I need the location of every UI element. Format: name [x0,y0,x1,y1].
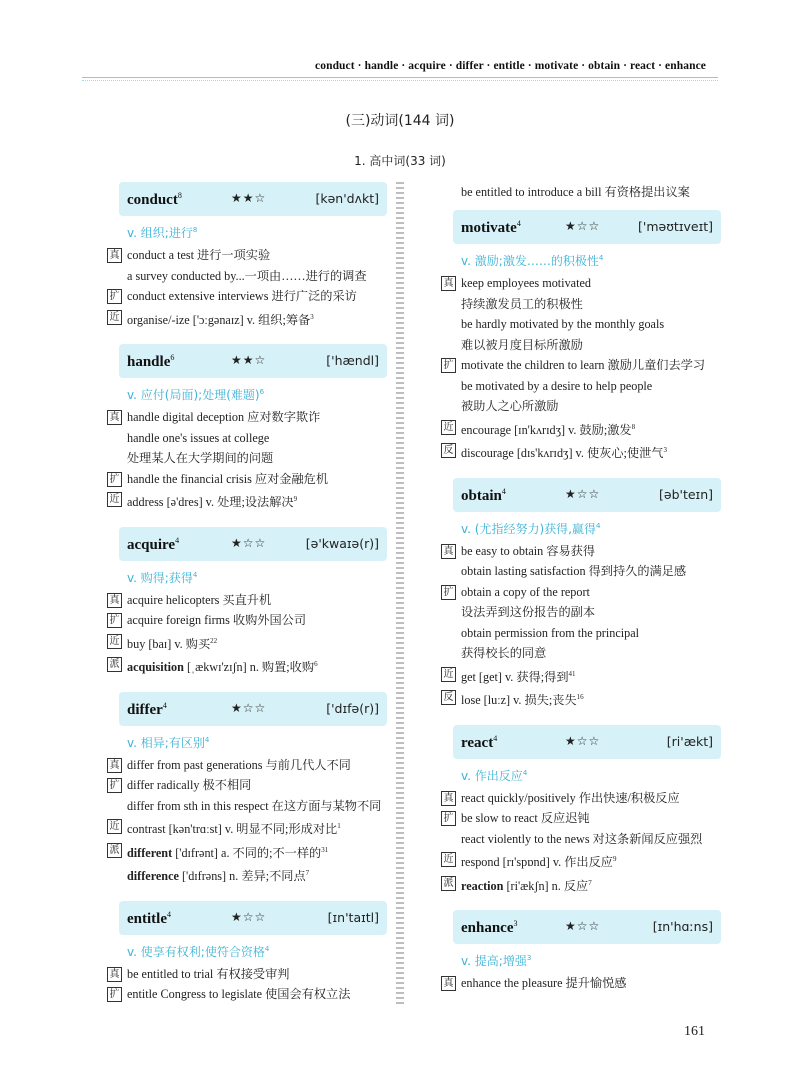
headword-frequency: 4 [162,700,167,710]
headword-frequency: 4 [493,733,498,743]
line-text: be entitled to trial 有权接受审判 [127,966,290,981]
example-line [441,314,731,335]
line-text: discourage [dɪs'kʌrɪdʒ] v. 使灰心;使泄气 [461,446,664,461]
line-frequency: 3 [663,446,667,455]
line-tag: 近 [441,852,456,867]
definition-frequency: 4 [522,768,528,777]
headword [127,353,174,371]
line-text: contrast [kən'trɑːst] v. 明显不同;形成对比 [127,822,338,837]
definition-frequency: 8 [192,226,198,234]
line-tag: 扩 [441,811,456,826]
definition-text: v. (尤指经努力)获得,赢得 [461,521,596,536]
column-divider [396,182,404,1007]
line-tag: 真 [441,276,456,291]
line-text: differ from sth in this respect 在这方面与某物不同 [127,798,382,813]
derived-word: acquisition [127,660,184,675]
example-line [107,590,397,611]
line-text: conduct extensive interviews 进行广泛的采访 [127,289,357,303]
definition-text: v. 激励;激发……的积极性 [461,254,599,268]
line-text: entitle Congress to legislate 使国会有权立法 [127,987,351,1002]
line-text: organise/-ize ['ɔːgənaɪz] v. 组织;筹备 [127,312,311,327]
headword-frequency: 4 [516,219,521,228]
example-line [107,631,397,655]
headword-text: enhance [461,920,514,937]
headword-box [453,725,721,759]
definition-text: v. 提高;增强 [461,954,527,969]
line-frequency: 41 [568,669,576,678]
vocab-entry [107,692,397,887]
example-line [107,489,397,513]
headword-text: differ [127,701,163,718]
line-tag: 扩 [107,987,122,1002]
line-text: handle one's issues at college [127,430,270,445]
line-text: react quickly/positively 作出快速/积极反应 [461,790,680,805]
example-line [441,376,731,397]
line-text: react violently to the news 对这条新闻反应强烈 [461,831,703,846]
definition [461,767,731,784]
example-line [441,973,731,994]
headword [461,487,506,505]
example-line [441,335,731,356]
headword-frequency: 4 [175,535,180,545]
line-text: handle digital deception 应对数字欺诈 [127,410,321,425]
example-line [441,396,731,417]
example-line [107,266,397,287]
derived-word: different [127,845,173,860]
phonetic: [əb'teɪn] [659,486,713,502]
example-line [441,687,731,711]
star-rating: ★☆☆ [231,909,267,924]
phonetic: ['məʊtɪveɪt] [638,219,713,234]
line-text: be easy to obtain 容易获得 [461,543,596,558]
example-line [441,582,731,603]
phonetic: ['dɪfə(r)] [326,700,379,716]
left-column [107,182,397,1019]
line-tag: 扩 [441,358,456,373]
line-text: encourage [ɪn'kʌrɪdʒ] v. 鼓励;激发 [461,422,632,437]
star-rating: ★★☆ [231,191,267,205]
headword-text: obtain [461,487,502,504]
line-frequency: 31 [321,845,329,854]
example-line [441,849,731,873]
phonetic: [kən'dʌkt] [315,191,379,206]
line-text: conduct a test 进行一项实验 [127,248,271,262]
line-tag: 真 [107,758,122,773]
line-frequency: 3 [310,312,314,321]
headword-frequency: 4 [166,909,171,919]
page-number: 161 [684,1024,705,1039]
line-text: 被助人之心所激励 [461,399,559,413]
line-tag: 真 [441,544,456,559]
vocab-entry [441,725,731,897]
line-text: respond [rɪ'spɒnd] v. 作出反应 [461,855,613,870]
line-tag: 真 [441,976,456,991]
line-frequency: 16 [576,693,584,702]
line-tag: 扩 [107,472,122,487]
example-line [441,541,731,562]
example-line [441,873,731,897]
line-text: 设法弄到这份报告的副本 [461,605,596,620]
line-text: lose [luːz] v. 损失;丧失 [461,693,577,708]
line-text: obtain lasting satisfaction 得到持久的满足感 [461,564,687,579]
definition [127,224,397,241]
example-line [441,643,731,664]
headword [461,919,518,937]
example-line [441,808,731,829]
line-tag: 近 [441,667,456,682]
example-line [441,440,731,464]
definition-frequency: 4 [264,944,270,953]
line-text: be hardly motivated by the monthly goals [461,317,665,331]
example-line [441,355,731,376]
example-line [441,417,731,441]
line-tag: 扩 [107,613,122,628]
line-tag: 真 [107,248,122,263]
headword-text: react [461,734,494,751]
right-column [441,182,731,1008]
star-rating: ★★☆ [231,353,267,368]
line-text: be motivated by a desire to help people [461,378,653,393]
definition [461,252,731,269]
headword [461,734,497,752]
line-text: ['dɪfrəns] n. 差异;不同点 [178,869,306,884]
definition [461,952,731,969]
line-tag: 真 [107,593,122,608]
line-text: 难以被月度目标所激励 [461,337,583,352]
line-tag: 反 [441,443,456,458]
example-line [441,561,731,582]
header-rule [82,77,718,78]
headword-frequency: 8 [177,191,182,200]
line-text: address [ə'dres] v. 处理;设法解决 [127,495,294,510]
example-line [107,469,397,490]
star-rating: ★☆☆ [565,733,601,748]
example-line [107,245,397,266]
example-line [107,428,397,449]
headword-box [119,182,387,216]
headword-box [119,344,387,378]
example-line [441,602,731,623]
derived-word: difference [127,869,179,884]
definition [461,520,731,537]
line-frequency: 1 [337,822,341,831]
headword-box [119,527,387,561]
phonetic: [ɪn'hɑːns] [652,919,713,935]
line-text: be slow to react 反应迟钝 [461,811,590,826]
definition [127,386,397,403]
headword-box [453,210,721,244]
line-text: differ from past generations 与前几代人不同 [127,757,351,772]
star-rating: ★☆☆ [231,700,267,715]
line-tag: 近 [107,819,122,834]
line-text: handle the financial crisis 应对金融危机 [127,471,329,486]
line-tag: 近 [107,634,122,649]
line-tag: 派 [107,843,122,858]
headword [127,191,182,209]
definition [127,569,397,586]
phonetic: [ə'kwaɪə(r)] [305,535,379,551]
line-text: ['dɪfrənt] a. 不同的;不一样的 [172,845,322,860]
headword [127,701,167,719]
headword-text: motivate [461,220,517,236]
line-tag: 扩 [107,778,122,793]
definition-frequency: 4 [598,254,604,262]
line-text: motivate the children to learn 激励儿童们去学习 [461,358,706,372]
definition-text: v. 应付(局面);处理(难题) [127,388,260,403]
headword [127,910,171,928]
example-line [441,664,731,688]
example-line [107,448,397,469]
line-text: buy [baɪ] v. 购买 [127,636,211,651]
vocab-entry [441,910,731,994]
headword-box [453,478,721,512]
example-line [107,863,397,887]
definition-frequency: 4 [595,521,601,530]
headword-frequency: 6 [170,353,175,363]
line-frequency: 22 [210,636,218,645]
line-frequency: 8 [631,422,636,431]
line-tag: 扩 [107,289,122,304]
line-text: obtain a copy of the report [461,584,590,599]
example-line [107,286,397,307]
definition-frequency: 6 [259,388,265,397]
headword [127,536,179,554]
line-text: 处理某人在大学期间的问题 [127,451,274,466]
example-line [107,407,397,428]
definition-text: v. 使享有权利;使符合资格 [127,944,265,959]
vocab-entry [107,901,397,1005]
line-tag: 近 [107,310,122,325]
line-text: differ radically 极不相同 [127,778,252,793]
line-tag: 近 [441,420,456,435]
line-text: 持续激发员工的积极性 [461,296,583,311]
line-tag: 反 [441,690,456,705]
headword [461,219,521,237]
example-line [107,796,397,817]
headword-frequency: 4 [501,486,506,496]
line-text: keep employees motivated [461,276,591,290]
example-line [441,623,731,644]
continued-line: be entitled to introduce a bill 有资格提出议案 [461,185,690,199]
definition-text: v. 作出反应 [461,768,523,783]
line-text: get [get] v. 获得;得到 [461,669,569,684]
vocab-entry [107,527,397,678]
header-word-list: conduct · handle · acquire · differ · entitle · motivate · obtain · react · enhance [315,60,706,72]
line-text: obtain permission from the principal [461,625,640,640]
headword-frequency: 3 [513,919,518,929]
line-tag: 真 [107,410,122,425]
headword-box [453,910,721,944]
line-tag: 派 [441,876,456,891]
line-frequency: 9 [293,495,298,504]
phonetic: [ri'ækt] [666,733,713,749]
example-line [107,654,397,678]
vocab-entry [441,210,731,464]
section-title: (三)动词(144 词) [345,113,455,129]
line-text: acquire foreign firms 收购外国公司 [127,613,307,628]
star-rating: ★☆☆ [231,535,267,550]
example-line [107,307,397,331]
definition-text: v. 购得;获得 [127,570,193,585]
line-tag: 扩 [441,585,456,600]
line-text: acquire helicopters 买直升机 [127,592,272,607]
definition-frequency: 4 [192,570,198,579]
line-text: a survey conducted by...一项由……进行的调查 [127,268,367,283]
example-line [107,816,397,840]
line-text: [ri'ækʃn] n. 反应 [503,878,589,893]
example-line [441,273,731,294]
headword-box [119,901,387,935]
subsection-title: 1. 高中词(33 词) [354,154,446,168]
example-line [441,788,731,809]
star-rating: ★☆☆ [565,486,601,501]
example-line [107,840,397,864]
headword-text: acquire [127,536,176,553]
headword-text: conduct [127,192,178,208]
headword-text: handle [127,354,171,371]
line-frequency: 9 [612,855,617,864]
line-frequency: 6 [314,660,318,669]
star-rating: ★☆☆ [565,219,601,233]
star-rating: ★☆☆ [565,919,601,934]
definition-text: v. 组织;进行 [127,226,193,240]
line-text: 获得校长的同意 [461,646,547,661]
definition-text: v. 相异;有区别 [127,735,205,750]
example-line [441,829,731,850]
phonetic: [ɪn'taɪtl] [327,909,379,925]
definition-frequency: 3 [526,954,532,963]
example-line [441,294,731,315]
line-tag: 近 [107,492,122,507]
headword-box [119,692,387,726]
definition [127,734,397,751]
line-text: enhance the pleasure 提升愉悦感 [461,976,627,991]
phonetic: ['hændl] [326,353,379,369]
vocab-entry [107,182,397,330]
line-frequency: 7 [588,878,592,887]
header-rule-dotted [82,80,718,81]
example-line [107,984,397,1005]
definition [127,943,397,960]
line-tag: 派 [107,657,122,672]
line-frequency: 7 [305,869,310,878]
example-line [107,964,397,985]
vocab-entry [107,344,397,513]
headword-text: entitle [127,910,167,927]
line-text: [ˌækwɪ'zɪʃn] n. 购置;收购 [183,660,315,675]
example-line [107,755,397,776]
line-tag: 真 [107,967,122,982]
derived-word: reaction [461,878,504,893]
example-line [107,610,397,631]
example-line [107,775,397,796]
definition-frequency: 4 [204,735,210,744]
line-tag: 真 [441,791,456,806]
vocab-entry [441,478,731,711]
